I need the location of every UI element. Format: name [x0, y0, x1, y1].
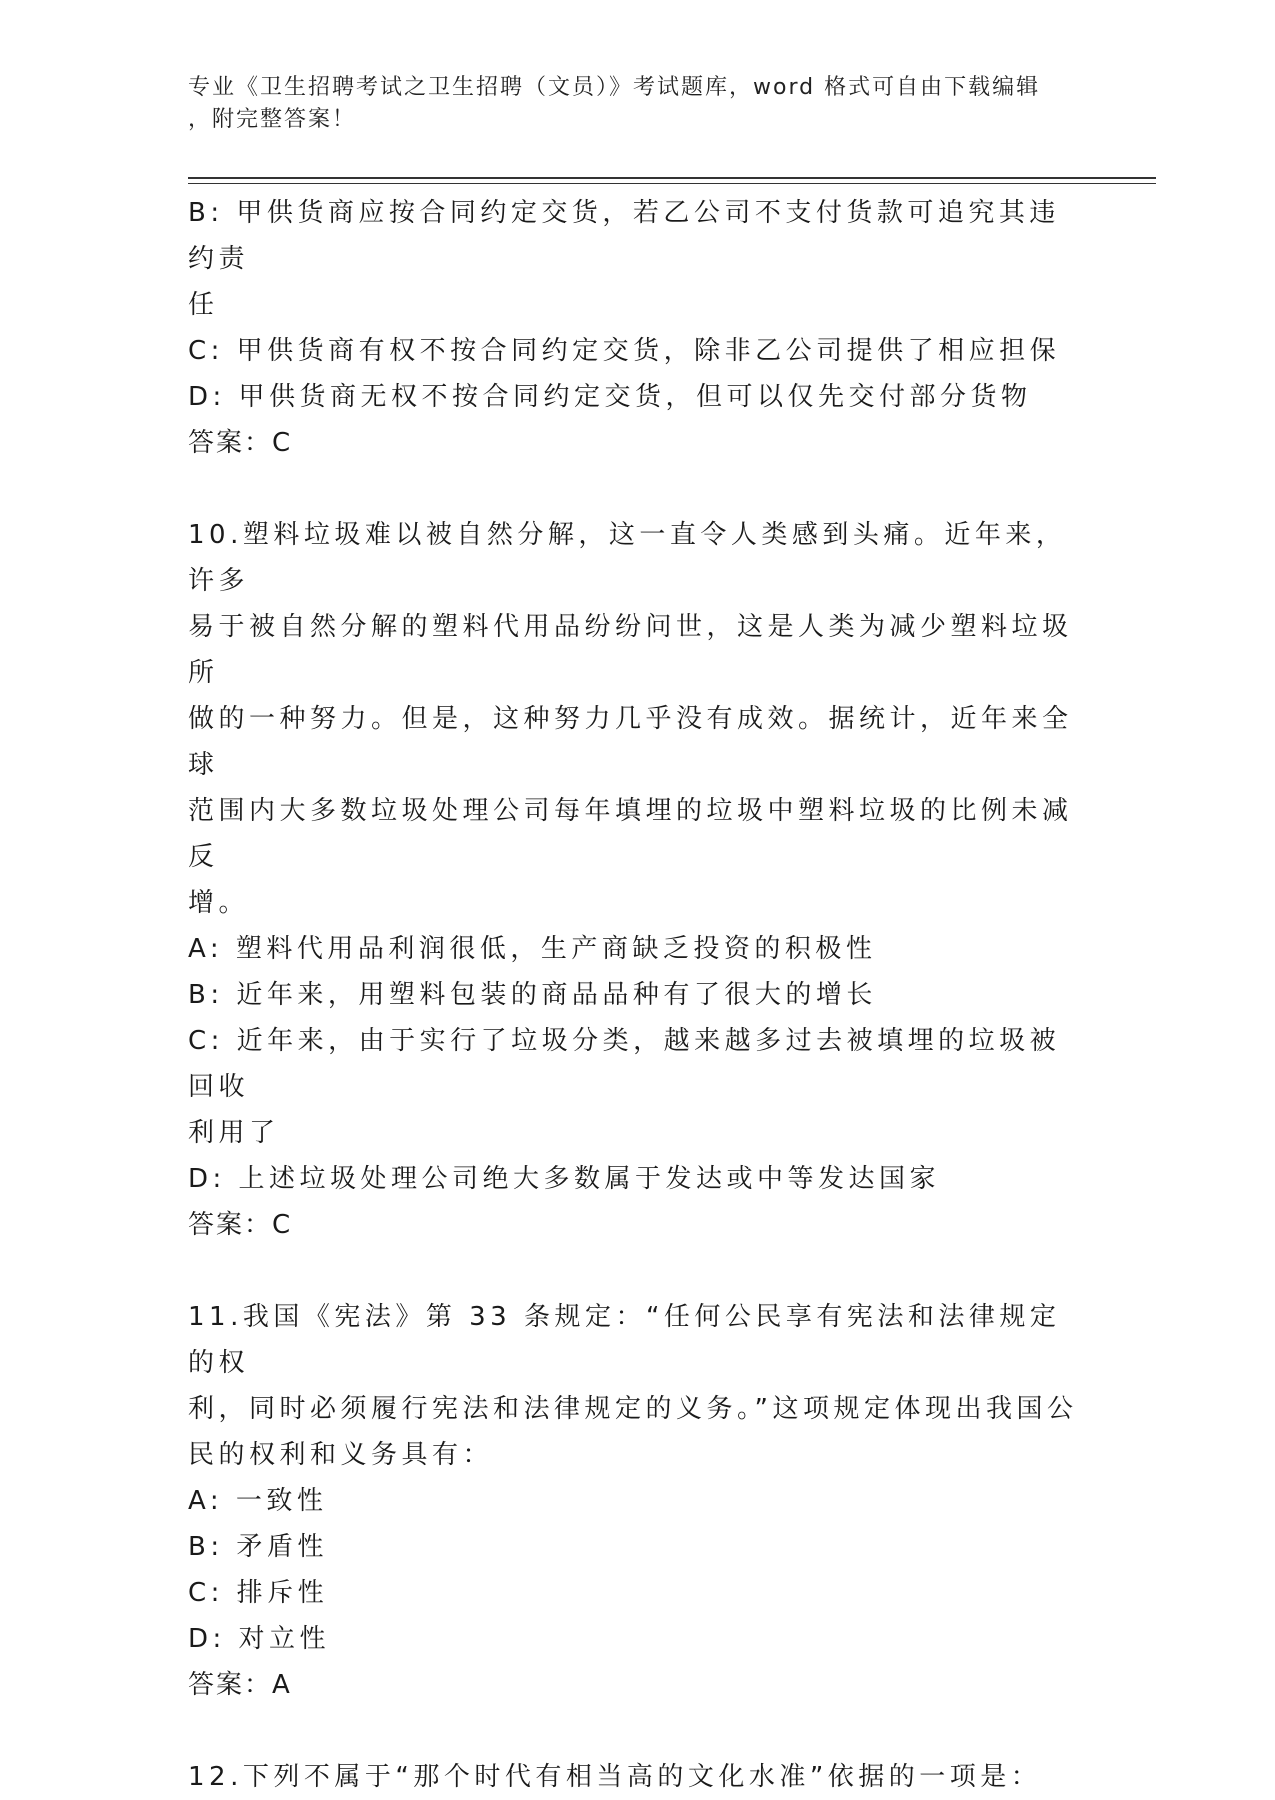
q12-stem: 12.下列不属于“那个时代有相当高的文化水准”依据的一项是： — [188, 1762, 1042, 1792]
q10-option-c-line2: 利用了 — [188, 1118, 280, 1148]
header-divider — [188, 177, 1156, 179]
document-body — [188, 190, 1088, 1800]
q10-answer: 答案：C — [188, 1210, 293, 1240]
question-12 — [188, 1754, 1088, 1800]
q10-stem-line: 增。 — [188, 888, 250, 918]
q10-option-b: B: 近年来，用塑料包装的商品品种有了很大的增长 — [188, 980, 877, 1010]
q10-stem-line: 10.塑料垃圾难以被自然分解，这一直令人类感到头痛。近年来，许多 — [188, 520, 1067, 596]
header-title-line2: ，附完整答案！ — [188, 107, 357, 132]
q11-stem-line: 利，同时必须履行宪法和法律规定的义务。”这项规定体现出我国公 — [188, 1394, 1078, 1424]
q11-stem-line: 11.我国《宪法》第 33 条规定：“任何公民享有宪法和法律规定的权 — [188, 1302, 1061, 1378]
q10-option-c-line1: C: 近年来，由于实行了垃圾分类，越来越多过去被填埋的垃圾被回收 — [188, 1026, 1061, 1102]
q11-option-b: B: 矛盾性 — [188, 1532, 328, 1562]
q9-option-c: C: 甲供货商有权不按合同约定交货，除非乙公司提供了相应担保 — [188, 336, 1061, 366]
q9-option-d: D: 甲供货商无权不按合同约定交货，但可以仅先交付部分货物 — [188, 382, 1032, 412]
q10-stem-line: 易于被自然分解的塑料代用品纷纷问世，这是人类为减少塑料垃圾所 — [188, 612, 1073, 688]
spacer — [188, 1248, 1088, 1294]
q11-answer: 答案：A — [188, 1670, 292, 1700]
q11-option-c: C: 排斥性 — [188, 1578, 329, 1608]
q10-option-a: A: 塑料代用品利润很低，生产商缺乏投资的积极性 — [188, 934, 877, 964]
q9-option-b-line2: 任 — [188, 290, 219, 320]
q9-option-b-line1: B: 甲供货商应按合同约定交货，若乙公司不支付货款可追究其违约责 — [188, 198, 1060, 274]
q10-option-d: D: 上述垃圾处理公司绝大多数属于发达或中等发达国家 — [188, 1164, 941, 1194]
header-title-line1: 专业《卫生招聘考试之卫生招聘（文员）》考试题库，word 格式可自由下载编辑 — [188, 75, 1041, 100]
question-10 — [188, 512, 1088, 1248]
page-header — [188, 72, 1068, 136]
q11-option-d: D: 对立性 — [188, 1624, 331, 1654]
spacer — [188, 1708, 1088, 1754]
q9-answer: 答案：C — [188, 428, 293, 458]
q10-stem-line: 范围内大多数垃圾处理公司每年填埋的垃圾中塑料垃圾的比例未减反 — [188, 796, 1073, 872]
question-9 — [188, 190, 1088, 466]
question-11 — [188, 1294, 1088, 1708]
q11-stem-line: 民的权利和义务具有： — [188, 1440, 494, 1470]
q10-stem-line: 做的一种努力。但是，这种努力几乎没有成效。据统计，近年来全球 — [188, 704, 1073, 780]
header-divider-thin — [188, 183, 1156, 184]
spacer — [188, 466, 1088, 512]
q11-option-a: A: 一致性 — [188, 1486, 328, 1516]
